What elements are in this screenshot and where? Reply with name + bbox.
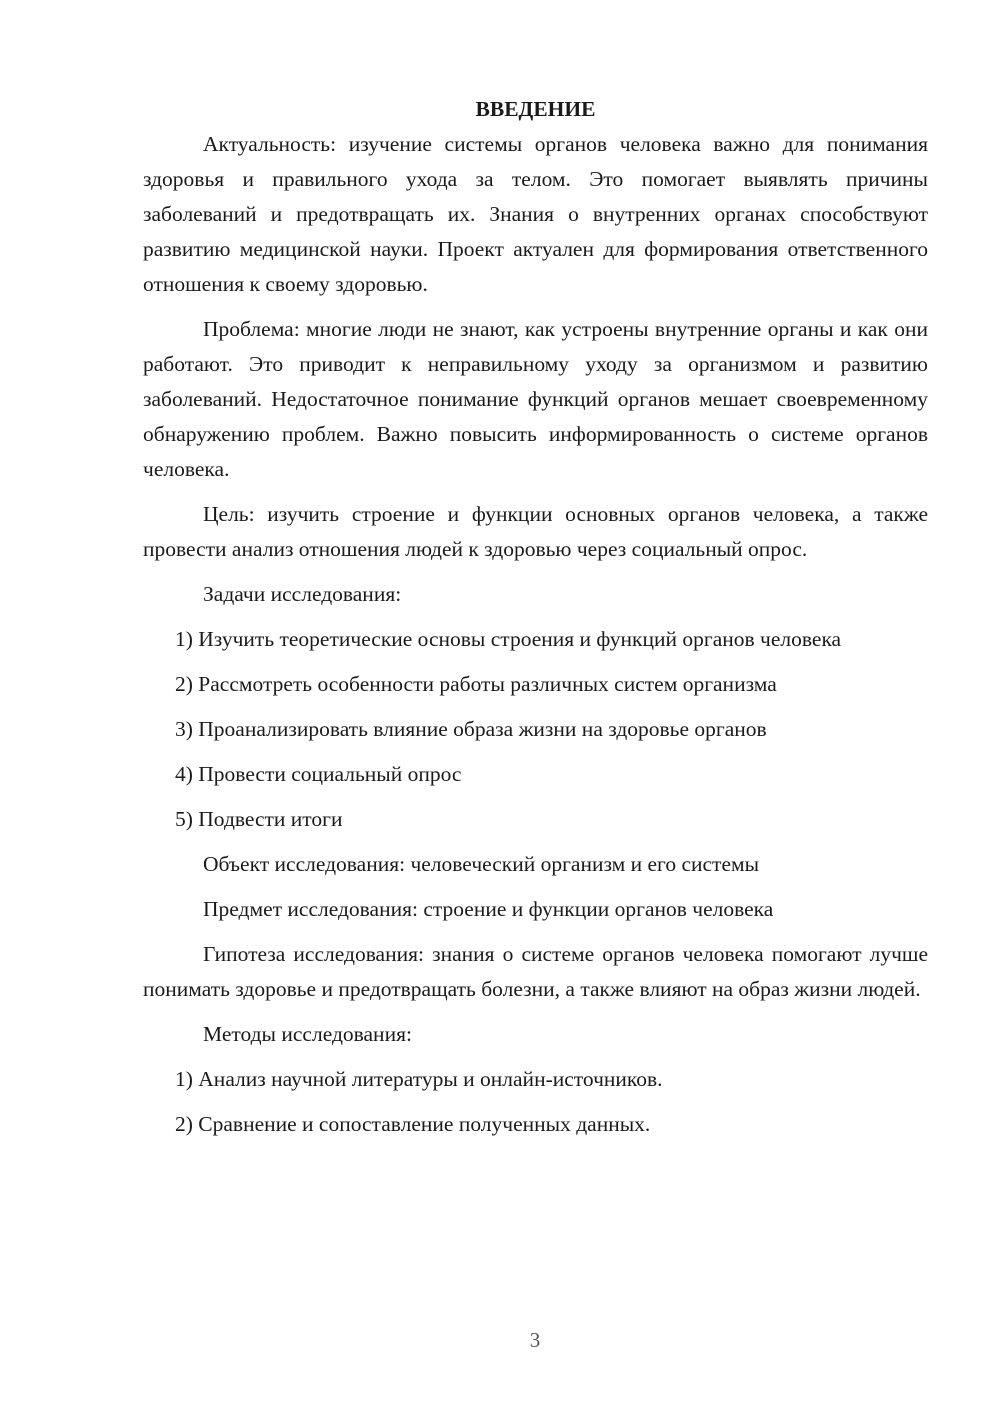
document-title: ВВЕДЕНИЕ <box>475 97 596 121</box>
task-item: 3) Проанализировать влияние образа жизни на здоровье органов <box>175 717 767 741</box>
method-item: 1) Анализ научной литературы и онлайн-источников. <box>175 1067 663 1091</box>
task-item: 5) Подвести итоги <box>175 807 343 831</box>
task-item: 1) Изучить теоретические основы строения и функций органов человека <box>175 627 842 651</box>
hypothesis-paragraph: Гипотеза исследования: знания о системе органов человека помогают лучше понимать здоровье и предотвращать болезни, а также влияют на образ жизни людей. <box>143 942 928 1001</box>
methods-heading: Методы исследования: <box>203 1022 412 1046</box>
task-item: 2) Рассмотреть особенности работы различных систем организма <box>175 672 777 696</box>
research-object: Объект исследования: человеческий организм и его системы <box>203 852 760 876</box>
research-subject: Предмет исследования: строение и функции органов человека <box>203 897 774 921</box>
goal-paragraph: Цель: изучить строение и функции основных органов человека, а также провести анализ отношения людей к здоровью через социальный опрос. <box>143 502 928 561</box>
document-page <box>143 92 928 1142</box>
method-item: 2) Сравнение и сопоставление полученных данных. <box>175 1112 651 1136</box>
page-number: 3 <box>529 1328 541 1352</box>
relevance-paragraph: Актуальность: изучение системы органов человека важно для понимания здоровья и правильного ухода за телом. Это помогает выявлять причины заболеваний и предотвращать их. Знания о внутренних органах способствуют развитию медицинской науки. Проект актуален для формирования ответственного отношения к своему здоровью. <box>143 132 928 296</box>
task-item: 4) Провести социальный опрос <box>175 762 462 786</box>
problem-paragraph: Проблема: многие люди не знают, как устроены внутренние органы и как они работают. Это приводит к неправильному уходу за организмом и развитию заболеваний. Недостаточное понимание функций органов мешает своевременному обнаружению проблем. Важно повысить информированность о системе органов человека. <box>143 317 928 481</box>
tasks-heading: Задачи исследования: <box>203 582 402 606</box>
